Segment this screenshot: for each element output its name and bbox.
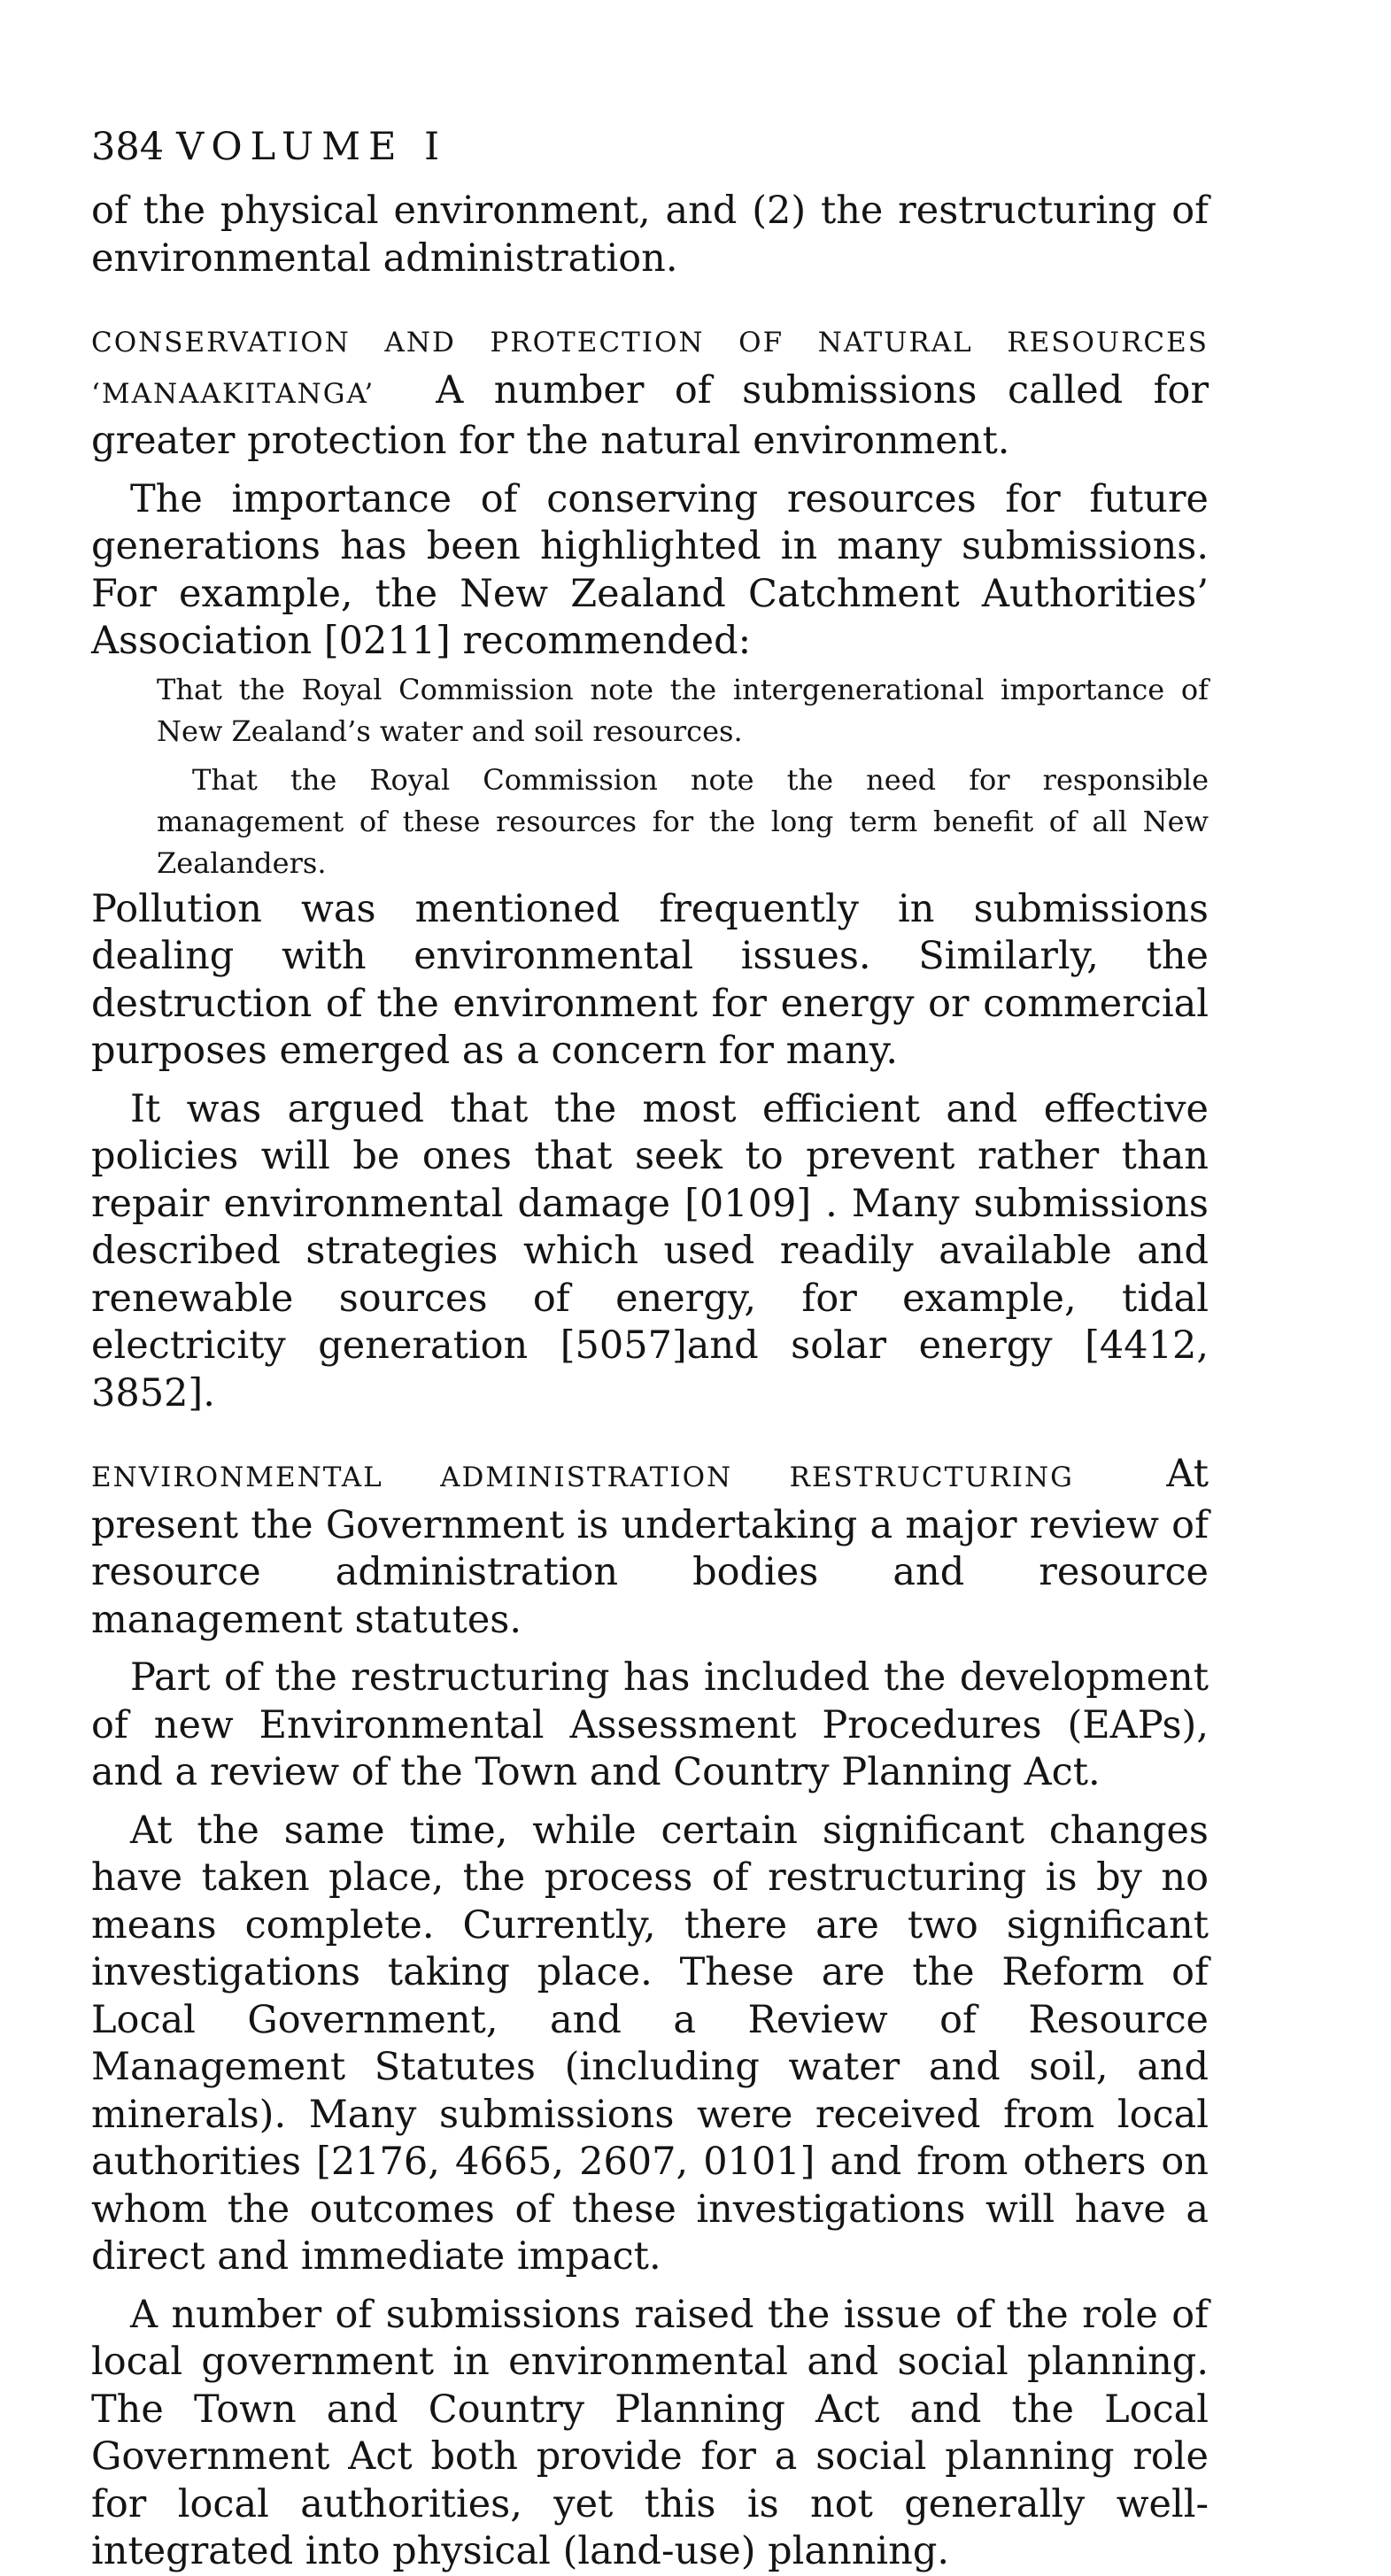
paragraph-eaps: Part of the restructuring has included the development of new Environmental Assessment Procedures (EAPs), and a review of the Town and Country Planning Act. xyxy=(91,1655,1209,1794)
paragraph-investigations: At the same time, while certain significant changes have taken place, the process of restructuring is by no means complete. Currently, there are two significant investigations taking place. These are the Reform of Local Government, and a Review of Resource Management Statutes (including water and soil, and minerals). Many submissions were received from local authorities [2176, 4665, 2607, 0101] and from others on whom the outcomes of these investigations will have a direct and immediate impact. xyxy=(91,1808,1209,2279)
restructuring-intro-text: At present the Government is undertaking a major review of resource administration bodies and resource management statutes. xyxy=(91,1452,1209,1642)
paragraph-policies: It was argued that the most efficient and effective policies will be ones that seek to prevent rather than repair environmental damage [0109] . Many submissions described strategies which used readily available and renewable sources of energy, for example, tidal electricity generation [5057]and solar energy [4412, 3852]. xyxy=(91,1086,1209,1415)
paragraph-continuation: of the physical environment, and (2) the restructuring of environmental administration. xyxy=(91,189,1209,281)
conservation-intro-text: A number of submissions called for greater protection for the natural environment. xyxy=(91,367,1209,463)
document-page xyxy=(91,124,1209,2576)
conservation-section-paragraph xyxy=(91,316,1209,466)
page-number: 384 xyxy=(91,125,165,169)
section-heading-conservation: CONSERVATION AND PROTECTION OF NATURAL RESOURCES ‘MANAAKITANGA’ xyxy=(91,327,1209,410)
block-quote-intergenerational: That the Royal Commission note the intergenerational importance of New Zealand’s water and soil resources. xyxy=(157,672,1209,748)
volume-label: VOLUME I xyxy=(176,125,448,169)
running-head xyxy=(91,124,1209,188)
paragraph-pollution: Pollution was mentioned frequently in submissions dealing with environmental issues. Similarly, the destruction of the environment for energy or commercial purposes emerged as a concern for many. xyxy=(91,886,1209,1073)
paragraph-local-government: A number of submissions raised the issue of the role of local government in environmental and social planning. The Town and Country Planning Act and the Local Government Act both provide for a social planning role for local authorities, yet this is not generally well-integrated into physical (land-use) planning. xyxy=(91,2292,1209,2573)
restructuring-section-paragraph xyxy=(91,1451,1209,1644)
paragraph-importance: The importance of conserving resources for future generations has been highlighted in many submissions. For example, the New Zealand Catchment Authorities’ Association [0211] recommended: xyxy=(91,476,1209,663)
block-quote-responsible-management: That the Royal Commission note the need for responsible management of these resources for the long term benefit of all New Zealanders. xyxy=(157,762,1209,880)
section-heading-restructuring: ENVIRONMENTAL ADMINISTRATION RESTRUCTURING xyxy=(91,1462,1074,1493)
